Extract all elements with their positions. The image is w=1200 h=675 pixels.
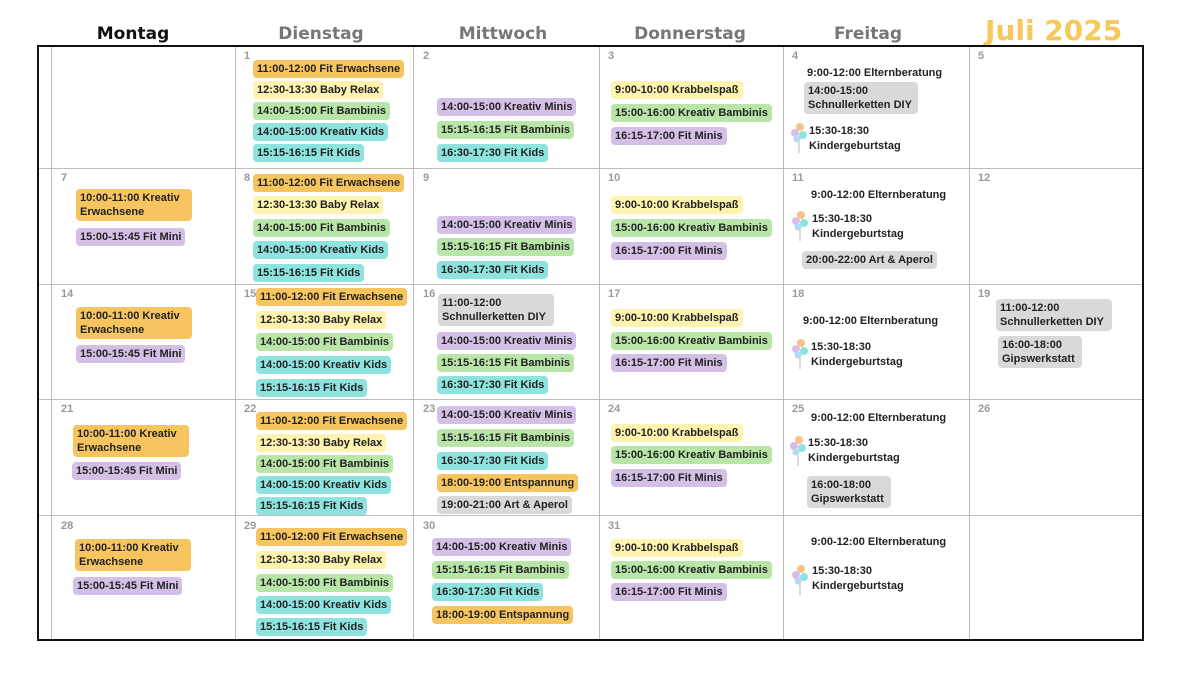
day-number: 17: [608, 288, 621, 300]
day-number: 3: [608, 50, 615, 62]
event-art-aperol[interactable]: 19:00-21:00 Art & Aperol: [437, 496, 572, 514]
day-number: 5: [978, 50, 985, 62]
event-fit-minis[interactable]: 16:15-17:00 Fit Minis: [611, 127, 727, 145]
event-elternberatung[interactable]: 9:00-12:00 Elternberatung: [807, 67, 943, 79]
weekday-friday: Freitag: [833, 24, 903, 44]
day-number: 23: [423, 403, 436, 415]
day-number: 29: [244, 520, 257, 532]
event-fit-minis[interactable]: 16:15-17:00 Fit Minis: [611, 469, 727, 487]
event-fit-erwachsene[interactable]: 11:00-12:00 Fit Erwachsene: [253, 60, 404, 78]
event-fit-kids[interactable]: 15:15-16:15 Fit Kids: [256, 618, 367, 636]
day-number: 25: [792, 403, 805, 415]
event-fit-bambinis[interactable]: 15:15-16:15 Fit Bambinis: [437, 429, 574, 447]
balloons-icon: [791, 338, 809, 370]
event-kreativ-minis[interactable]: 14:00-15:00 Kreativ Minis: [437, 332, 576, 350]
event-baby-relax[interactable]: 12:30-13:30 Baby Relax: [253, 196, 383, 214]
event-fit-mini[interactable]: 15:00-15:45 Fit Mini: [73, 577, 182, 595]
event-fit-bambinis[interactable]: 14:00-15:00 Fit Bambinis: [256, 455, 393, 473]
event-fit-bambinis[interactable]: 14:00-15:00 Fit Bambinis: [256, 333, 393, 351]
event-kreativ-minis[interactable]: 14:00-15:00 Kreativ Minis: [437, 216, 576, 234]
event-fit-kids[interactable]: 16:30-17:30 Fit Kids: [437, 376, 548, 394]
balloons-icon: [791, 210, 809, 242]
day-number: 8: [244, 172, 251, 184]
event-krabbelspass[interactable]: 9:00-10:00 Krabbelspaß: [611, 309, 743, 327]
weekday-monday: Montag: [96, 24, 170, 44]
event-baby-relax[interactable]: 12:30-13:30 Baby Relax: [253, 81, 383, 99]
event-fit-minis[interactable]: 16:15-17:00 Fit Minis: [611, 242, 727, 260]
event-baby-relax[interactable]: 12:30-13:30 Baby Relax: [256, 551, 386, 569]
event-kreativ-bambinis[interactable]: 15:00-16:00 Kreativ Bambinis: [611, 332, 772, 350]
balloons-icon: [789, 435, 807, 467]
day-number: 12: [978, 172, 991, 184]
day-number: 16: [423, 288, 436, 300]
event-kreativ-bambinis[interactable]: 15:00-16:00 Kreativ Bambinis: [611, 219, 772, 237]
event-kreativ-minis[interactable]: 14:00-15:00 Kreativ Minis: [437, 98, 576, 116]
event-fit-erwachsene[interactable]: 11:00-12:00 Fit Erwachsene: [256, 412, 407, 430]
day-number: 28: [61, 520, 74, 532]
event-gipswerkstatt[interactable]: 16:00-18:00 Gipswerkstatt: [998, 336, 1082, 368]
event-kindergeburtstag[interactable]: 15:30-18:30 Kindergeburtstag: [812, 565, 904, 592]
event-kreativ-erwachsene[interactable]: 10:00-11:00 Kreativ Erwachsene: [73, 425, 189, 457]
event-schnullerketten[interactable]: 11:00-12:00 Schnullerketten DIY: [996, 299, 1112, 331]
day-number: 11: [792, 172, 804, 184]
calendar-grid: [37, 45, 1144, 641]
event-fit-minis[interactable]: 16:15-17:00 Fit Minis: [611, 583, 727, 601]
day-number: 22: [244, 403, 257, 415]
event-fit-kids[interactable]: 16:30-17:30 Fit Kids: [437, 452, 548, 470]
event-fit-erwachsene[interactable]: 11:00-12:00 Fit Erwachsene: [256, 288, 407, 306]
weekday-tuesday: Dienstag: [278, 24, 364, 44]
event-fit-bambinis[interactable]: 15:15-16:15 Fit Bambinis: [437, 238, 574, 256]
day-number: 4: [792, 50, 799, 62]
event-entspannung[interactable]: 18:00-19:00 Entspannung: [437, 474, 578, 492]
weekday-wednesday: Mittwoch: [458, 24, 548, 44]
event-schnullerketten[interactable]: 14:00-15:00 Schnullerketten DIY: [804, 82, 918, 114]
event-fit-mini[interactable]: 15:00-15:45 Fit Mini: [76, 228, 185, 246]
event-baby-relax[interactable]: 12:30-13:30 Baby Relax: [256, 434, 386, 452]
event-fit-mini[interactable]: 15:00-15:45 Fit Mini: [76, 345, 185, 363]
day-number: 19: [978, 288, 991, 300]
event-kreativ-minis[interactable]: 14:00-15:00 Kreativ Minis: [437, 406, 576, 424]
event-gipswerkstatt[interactable]: 16:00-18:00 Gipswerkstatt: [807, 476, 891, 508]
day-number: 31: [608, 520, 621, 532]
event-fit-kids[interactable]: 15:15-16:15 Fit Kids: [256, 379, 367, 397]
event-kreativ-bambinis[interactable]: 15:00-16:00 Kreativ Bambinis: [611, 104, 772, 122]
event-elternberatung[interactable]: 9:00-12:00 Elternberatung: [811, 536, 947, 548]
event-krabbelspass[interactable]: 9:00-10:00 Krabbelspaß: [611, 424, 743, 442]
event-elternberatung[interactable]: 9:00-12:00 Elternberatung: [803, 315, 939, 327]
event-elternberatung[interactable]: 9:00-12:00 Elternberatung: [811, 189, 947, 201]
day-number: 15: [244, 288, 257, 300]
event-elternberatung[interactable]: 9:00-12:00 Elternberatung: [811, 412, 947, 424]
event-kindergeburtstag[interactable]: 15:30-18:30 Kindergeburtstag: [808, 437, 900, 464]
event-fit-kids[interactable]: 16:30-17:30 Fit Kids: [432, 583, 543, 601]
event-kindergeburtstag[interactable]: 15:30-18:30 Kindergeburtstag: [811, 341, 903, 368]
event-kreativ-erwachsene[interactable]: 10:00-11:00 Kreativ Erwachsene: [76, 189, 192, 221]
event-kreativ-erwachsene[interactable]: 10:00-11:00 Kreativ Erwachsene: [76, 307, 192, 339]
event-kreativ-bambinis[interactable]: 15:00-16:00 Kreativ Bambinis: [611, 561, 772, 579]
event-fit-bambinis[interactable]: 14:00-15:00 Fit Bambinis: [253, 102, 390, 120]
event-baby-relax[interactable]: 12:30-13:30 Baby Relax: [256, 311, 386, 329]
event-fit-bambinis[interactable]: 15:15-16:15 Fit Bambinis: [432, 561, 569, 579]
weekday-thursday: Donnerstag: [634, 24, 746, 44]
event-kreativ-kids[interactable]: 14:00-15:00 Kreativ Kids: [253, 241, 388, 259]
event-krabbelspass[interactable]: 9:00-10:00 Krabbelspaß: [611, 196, 743, 214]
day-number: 24: [608, 403, 621, 415]
event-kreativ-minis[interactable]: 14:00-15:00 Kreativ Minis: [432, 538, 571, 556]
day-number: 21: [61, 403, 74, 415]
event-fit-erwachsene[interactable]: 11:00-12:00 Fit Erwachsene: [256, 528, 407, 546]
event-fit-erwachsene[interactable]: 11:00-12:00 Fit Erwachsene: [253, 174, 404, 192]
day-number: 18: [792, 288, 805, 300]
month-title: Juli 2025: [985, 14, 1123, 47]
event-fit-mini[interactable]: 15:00-15:45 Fit Mini: [72, 462, 181, 480]
event-kreativ-erwachsene[interactable]: 10:00-11:00 Kreativ Erwachsene: [75, 539, 191, 571]
event-art-aperol[interactable]: 20:00-22:00 Art & Aperol: [802, 251, 937, 269]
day-number: 26: [978, 403, 991, 415]
event-kreativ-bambinis[interactable]: 15:00-16:00 Kreativ Bambinis: [611, 446, 772, 464]
event-fit-minis[interactable]: 16:15-17:00 Fit Minis: [611, 354, 727, 372]
event-kindergeburtstag[interactable]: 15:30-18:30 Kindergeburtstag: [809, 125, 901, 152]
balloons-icon: [791, 564, 809, 596]
day-number: 1: [244, 50, 251, 62]
event-kindergeburtstag[interactable]: 15:30-18:30 Kindergeburtstag: [812, 213, 904, 240]
event-fit-bambinis[interactable]: 15:15-16:15 Fit Bambinis: [437, 354, 574, 372]
event-fit-bambinis[interactable]: 14:00-15:00 Fit Bambinis: [256, 574, 393, 592]
event-kreativ-kids[interactable]: 14:00-15:00 Kreativ Kids: [256, 476, 391, 494]
event-fit-kids[interactable]: 16:30-17:30 Fit Kids: [437, 144, 548, 162]
day-number: 10: [608, 172, 621, 184]
event-kreativ-kids[interactable]: 14:00-15:00 Kreativ Kids: [256, 596, 391, 614]
event-entspannung[interactable]: 18:00-19:00 Entspannung: [432, 606, 573, 624]
event-fit-kids[interactable]: 16:30-17:30 Fit Kids: [437, 261, 548, 279]
day-number: 9: [423, 172, 430, 184]
event-fit-bambinis[interactable]: 14:00-15:00 Fit Bambinis: [253, 219, 390, 237]
day-number: 30: [423, 520, 436, 532]
balloons-icon: [790, 122, 808, 154]
event-krabbelspass[interactable]: 9:00-10:00 Krabbelspaß: [611, 81, 743, 99]
event-fit-kids[interactable]: 15:15-16:15 Fit Kids: [253, 144, 364, 162]
event-kreativ-kids[interactable]: 14:00-15:00 Kreativ Kids: [256, 356, 391, 374]
day-number: 7: [61, 172, 68, 184]
event-fit-kids[interactable]: 15:15-16:15 Fit Kids: [256, 497, 367, 515]
event-kreativ-kids[interactable]: 14:00-15:00 Kreativ Kids: [253, 123, 388, 141]
event-schnullerketten[interactable]: 11:00-12:00 Schnullerketten DIY: [438, 294, 554, 326]
event-fit-kids[interactable]: 15:15-16:15 Fit Kids: [253, 264, 364, 282]
day-number: 2: [423, 50, 430, 62]
day-number: 14: [61, 288, 74, 300]
event-krabbelspass[interactable]: 9:00-10:00 Krabbelspaß: [611, 539, 743, 557]
event-fit-bambinis[interactable]: 15:15-16:15 Fit Bambinis: [437, 121, 574, 139]
